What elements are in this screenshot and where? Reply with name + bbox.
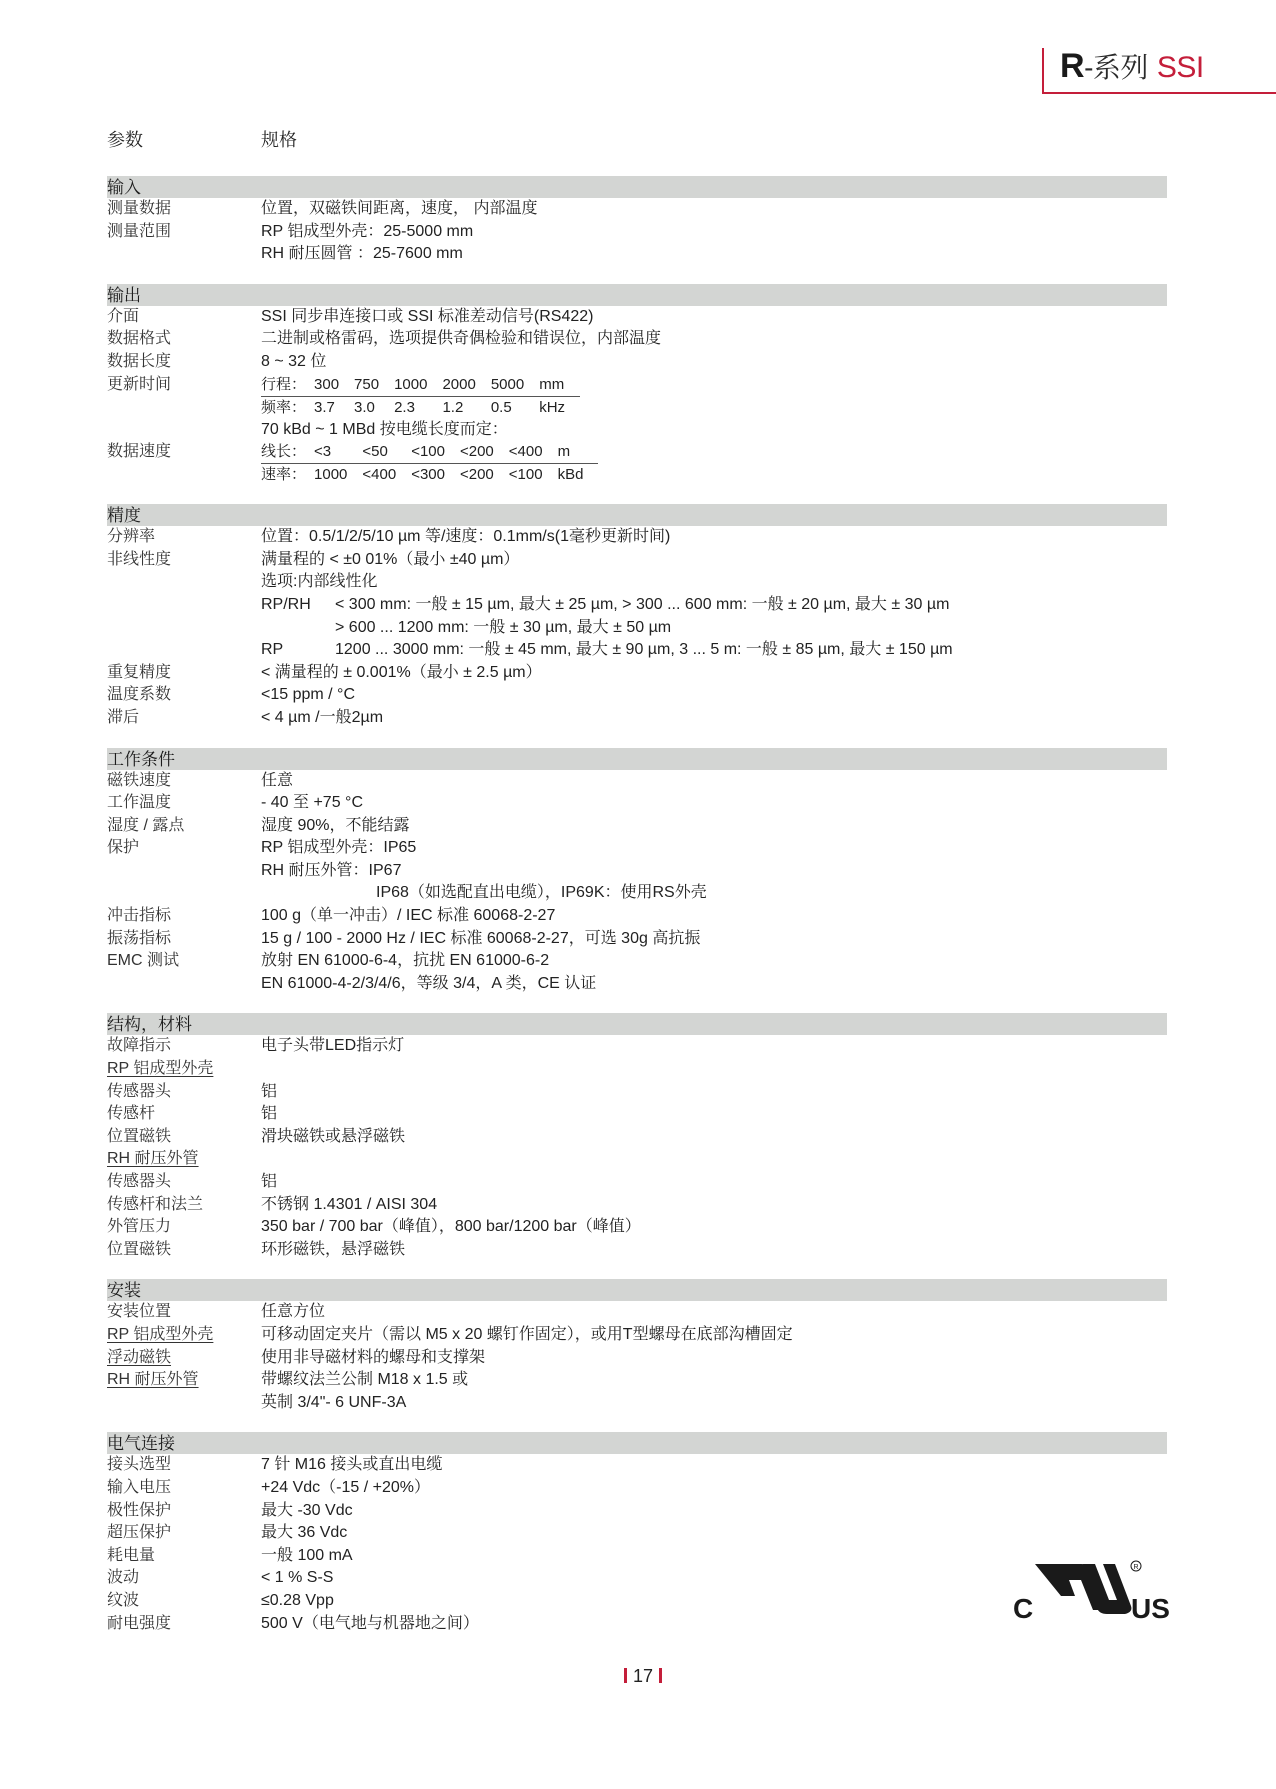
cell: 5000	[491, 374, 539, 397]
section-input	[107, 176, 1167, 266]
row-value: SSI 同步串连接口或 SSI 标准差动信号(RS422)	[261, 307, 594, 325]
table-row	[107, 860, 1167, 883]
row-value: IP68（如选配直出电缆），IP69K：使用RS外壳	[376, 884, 707, 902]
page-number	[618, 1666, 668, 1687]
row-label: 安装位置	[107, 1303, 172, 1321]
cell: <100	[508, 466, 543, 484]
section-electrical-connection	[107, 1432, 1167, 1635]
subheading-label: RH 耐压外管	[107, 1371, 199, 1389]
data-rate-table	[261, 441, 598, 486]
linearity-value: < 300 mm: 一般 ± 15 µm, 最大 ± 25 µm, > 300 ... 600 mm: 一般 ± 20 µm, 最大 ± 30 µm	[335, 595, 950, 613]
row-label: 极性保护	[107, 1501, 172, 1519]
cell: <400	[362, 466, 397, 484]
section-construction-materials	[107, 1013, 1167, 1261]
row-value	[261, 1148, 1167, 1171]
linearity-detail	[261, 594, 1167, 617]
row-label: 工作温度	[107, 794, 172, 812]
row-label: 数据速度	[107, 443, 172, 461]
row-value: < 1 % S-S	[261, 1569, 334, 1587]
row-label: 振荡指标	[107, 929, 172, 947]
table-row	[107, 1194, 1167, 1217]
row-value: 使用非导磁材料的螺母和支撑架	[261, 1348, 486, 1366]
linearity-detail	[261, 617, 1167, 640]
row-label: 传感杆和法兰	[107, 1195, 204, 1213]
row-label: 传感器头	[107, 1082, 172, 1100]
table-row	[107, 1239, 1167, 1262]
row-value: RH 耐压外管：IP67	[261, 861, 402, 879]
cell: 频率：	[261, 398, 307, 416]
section-title: 结构，材料	[107, 1013, 1167, 1035]
svg-text:C: C	[1013, 1593, 1034, 1622]
row-value: 一般 100 mA	[261, 1546, 353, 1564]
table-row	[107, 1126, 1167, 1149]
table-row	[107, 1171, 1167, 1194]
row-label: 数据格式	[107, 330, 172, 348]
svg-text:R: R	[1133, 1564, 1139, 1571]
section-title: 电气连接	[107, 1432, 1167, 1454]
table-row	[107, 571, 1167, 594]
table-row	[107, 617, 1167, 640]
section-title: 工作条件	[107, 748, 1167, 770]
row-value: < 满量程的 ± 0.001%（最小 ± 2.5 µm）	[261, 663, 542, 681]
cell: <50	[362, 441, 411, 464]
subheading-label: RP 铝成型外壳	[107, 1325, 214, 1343]
page-number-text: 17	[633, 1666, 654, 1686]
row-label: 耗电量	[107, 1546, 156, 1564]
row-label: 输入电压	[107, 1478, 172, 1496]
table-row	[107, 1613, 1167, 1636]
brand-series: -系列	[1084, 52, 1148, 83]
row-value: RP 铝成型外壳：IP65	[261, 839, 417, 857]
cell: 2.3	[394, 398, 415, 416]
row-label: 保护	[107, 839, 140, 857]
subheading-label: RH 耐压外管	[107, 1150, 199, 1168]
linearity-key	[261, 617, 335, 640]
row-label: 非线性度	[107, 550, 172, 568]
table-row	[107, 882, 1167, 905]
table-row	[107, 792, 1167, 815]
section-accuracy	[107, 504, 1167, 729]
cell: 1.2	[442, 398, 464, 416]
row-label: 超压保护	[107, 1524, 172, 1542]
row-value: 最大 36 Vdc	[261, 1524, 348, 1542]
update-time-table	[261, 374, 580, 419]
cell: <3	[314, 441, 362, 464]
table-row	[107, 221, 1167, 244]
row-value: <15 ppm / °C	[261, 686, 355, 704]
table-row	[107, 1454, 1167, 1477]
cell: 1000	[314, 466, 348, 484]
row-label: 测量数据	[107, 200, 172, 217]
table-row	[107, 684, 1167, 707]
row-label	[107, 243, 261, 266]
table-row	[107, 1035, 1167, 1058]
linearity-key: RP	[261, 641, 284, 659]
row-value: 任意方位	[261, 1303, 326, 1321]
row-label	[107, 860, 261, 883]
brand-ssi: SSI	[1156, 51, 1204, 84]
cell: mm	[539, 374, 580, 397]
table-row	[107, 374, 1167, 419]
cell: <100	[411, 441, 460, 464]
row-value: 电子头带LED指示灯	[261, 1037, 405, 1055]
row-value: 滑块磁铁或悬浮磁铁	[261, 1127, 406, 1145]
row-value	[261, 1058, 1167, 1081]
row-value: 放射 EN 61000-6-4，抗扰 EN 61000-6-2	[261, 952, 550, 970]
section-operating-conditions	[107, 748, 1167, 996]
row-value: 最大 -30 Vdc	[261, 1501, 353, 1519]
row-value: ≤0.28 Vpp	[261, 1591, 334, 1609]
row-value: 350 bar / 700 bar（峰值），800 bar/1200 bar（峰值）	[261, 1218, 641, 1236]
table-row	[107, 1148, 1167, 1171]
row-value: RH 耐压圆管 ：25-7600 mm	[261, 245, 463, 263]
table-row	[107, 1103, 1167, 1126]
table-row	[107, 441, 1167, 486]
column-header-parameter: 参数	[107, 130, 143, 150]
table-row	[107, 1545, 1167, 1568]
row-label: 介面	[107, 307, 140, 325]
cell: <400	[509, 441, 558, 464]
table-row	[107, 594, 1167, 617]
spec-table	[107, 176, 1167, 1653]
row-label: 磁铁速度	[107, 771, 172, 789]
row-label	[107, 973, 261, 996]
table-row	[107, 306, 1167, 329]
row-value: 二进制或格雷码，选项提供奇偶检验和错误位，内部温度	[261, 330, 662, 348]
table-row	[107, 950, 1167, 973]
row-value: - 40 至 +75 °C	[261, 794, 364, 812]
table-row	[107, 1081, 1167, 1104]
row-label	[107, 882, 261, 905]
cell: 线长：	[261, 441, 314, 464]
section-mounting	[107, 1279, 1167, 1414]
row-label: 位置磁铁	[107, 1240, 172, 1258]
linearity-value: > 600 ... 1200 mm: 一般 ± 30 µm, 最大 ± 50 µm	[335, 618, 672, 636]
page-number-bar-right	[659, 1668, 662, 1683]
row-value: 7 针 M16 接头或直出电缆	[261, 1456, 443, 1474]
row-value: 8 ~ 32 位	[261, 352, 327, 370]
cell: 1000	[394, 374, 442, 397]
row-value: 位置，双磁铁间距离，速度， 内部温度	[261, 200, 538, 217]
row-label: EMC 测试	[107, 952, 180, 970]
cell: <200	[460, 441, 509, 464]
row-value: 铝	[261, 1105, 278, 1123]
table-row	[107, 707, 1167, 730]
row-value: RP 铝成型外壳：25-5000 mm	[261, 222, 474, 240]
row-value: 位置：0.5/1/2/5/10 µm 等/速度：0.1mm/s(1毫秒更新时间)	[261, 528, 671, 546]
table-row	[107, 770, 1167, 793]
row-label: 测量范围	[107, 222, 172, 240]
table-row	[107, 1392, 1167, 1415]
row-value: 不锈钢 1.4301 / AISI 304	[261, 1195, 438, 1213]
row-value: 铝	[261, 1173, 278, 1190]
table-row	[107, 1216, 1167, 1239]
cell: 3.7	[314, 398, 335, 416]
column-header-spec: 规格	[261, 130, 297, 150]
section-title: 输入	[107, 176, 1167, 198]
cell: 行程：	[261, 374, 314, 397]
row-label: 位置磁铁	[107, 1127, 172, 1145]
row-label: 冲击指标	[107, 907, 172, 925]
table-row	[107, 1590, 1167, 1613]
cell: 0.5	[490, 398, 512, 416]
row-value: 500 V（电气地与机器地之间）	[261, 1614, 479, 1632]
table-row	[107, 328, 1167, 351]
table-row	[107, 1347, 1167, 1370]
row-value: +24 Vdc（-15 / +20%）	[261, 1478, 430, 1496]
row-label: 故障指示	[107, 1037, 172, 1055]
row-label	[107, 571, 261, 594]
table-row	[107, 662, 1167, 685]
row-label: 更新时间	[107, 375, 172, 393]
row-label: 纹波	[107, 1591, 140, 1609]
table-row	[107, 905, 1167, 928]
row-label: 外管压力	[107, 1218, 172, 1236]
table-row	[107, 1301, 1167, 1324]
table-row	[107, 1324, 1167, 1347]
cell: kHz	[539, 398, 566, 416]
cell: 2000	[442, 374, 490, 397]
row-value: EN 61000-4-2/3/4/6，等级 3/4，A 类，CE 认证	[261, 974, 597, 992]
brand-r: R	[1060, 47, 1085, 85]
table-row	[107, 639, 1167, 662]
table-row	[107, 1477, 1167, 1500]
row-label: 湿度 / 露点	[107, 816, 185, 834]
table-row	[107, 198, 1167, 221]
table-row	[107, 243, 1167, 266]
row-value: 任意	[261, 771, 294, 789]
linearity-key: RP/RH	[261, 595, 311, 613]
table-row	[107, 815, 1167, 838]
row-value: 满量程的 < ±0 01%（最小 ±40 µm）	[261, 550, 520, 568]
linearity-detail	[261, 639, 1167, 662]
row-value: 带螺纹法兰公制 M18 x 1.5 或	[261, 1371, 469, 1389]
cell: m	[558, 441, 599, 464]
row-label: 分辨率	[107, 528, 156, 546]
row-label: 重复精度	[107, 663, 172, 681]
linearity-value: 1200 ... 3000 mm: 一般 ± 45 mm, 最大 ± 90 µm, 3 ... 5 m: 一般 ± 85 µm, 最大 ± 150 µm	[335, 641, 953, 659]
svg-text:US: US	[1131, 1593, 1170, 1622]
table-row	[107, 1058, 1167, 1081]
row-label: 传感杆	[107, 1105, 156, 1123]
row-value: 铝	[261, 1082, 278, 1100]
subheading-label: RP 铝成型外壳	[107, 1060, 214, 1078]
cell: 300	[314, 374, 354, 397]
row-value: 15 g / 100 - 2000 Hz / IEC 标准 60068-2-27，可选 30g 高抗振	[261, 929, 701, 947]
cell: <300	[411, 466, 445, 484]
cell: 速率：	[261, 466, 307, 484]
series-brand-header	[1042, 48, 1276, 94]
section-output	[107, 284, 1167, 486]
table-row	[107, 419, 1167, 442]
row-value: < 4 µm /一般2µm	[261, 708, 384, 726]
ul-listed-logo-icon	[1013, 1556, 1173, 1622]
table-row	[107, 549, 1167, 572]
section-title: 精度	[107, 504, 1167, 526]
row-value: 环形磁铁，悬浮磁铁	[261, 1240, 406, 1258]
row-label: 温度系数	[107, 686, 172, 704]
page-number-bar-left	[624, 1668, 627, 1683]
table-row	[107, 1522, 1167, 1545]
row-value: 英制 3/4"- 6 UNF-3A	[261, 1393, 407, 1411]
row-value: 可移动固定夹片（需以 M5 x 20 螺钉作固定），或用T型螺母在底部沟槽固定	[261, 1325, 793, 1343]
table-row	[107, 837, 1167, 860]
row-label: 波动	[107, 1569, 140, 1587]
section-title: 安装	[107, 1279, 1167, 1301]
row-value: 100 g（单一冲击）/ IEC 标准 60068-2-27	[261, 907, 556, 925]
table-row	[107, 928, 1167, 951]
cell: 3.0	[354, 398, 375, 416]
row-label: 耐电强度	[107, 1614, 172, 1632]
row-label	[107, 419, 261, 442]
subheading-label: 浮动磁铁	[107, 1348, 172, 1366]
row-label: 数据长度	[107, 352, 172, 370]
cell: 750	[354, 374, 394, 397]
row-label: 滞后	[107, 708, 140, 726]
cell: <200	[459, 466, 494, 484]
table-row	[107, 1369, 1167, 1392]
table-row	[107, 526, 1167, 549]
row-value: 选项:内部线性化	[261, 573, 378, 591]
row-value: 70 kBd ~ 1 MBd 按电缆长度而定：	[261, 420, 508, 438]
row-label: 传感器头	[107, 1173, 172, 1190]
row-label: 接头选型	[107, 1456, 172, 1474]
table-row	[107, 1567, 1167, 1590]
row-label	[107, 1392, 261, 1415]
table-row	[107, 973, 1167, 996]
row-value: 湿度 90%，不能结露	[261, 816, 410, 834]
table-row	[107, 351, 1167, 374]
cell: kBd	[557, 466, 584, 484]
table-row	[107, 1500, 1167, 1523]
section-title: 输出	[107, 284, 1167, 306]
